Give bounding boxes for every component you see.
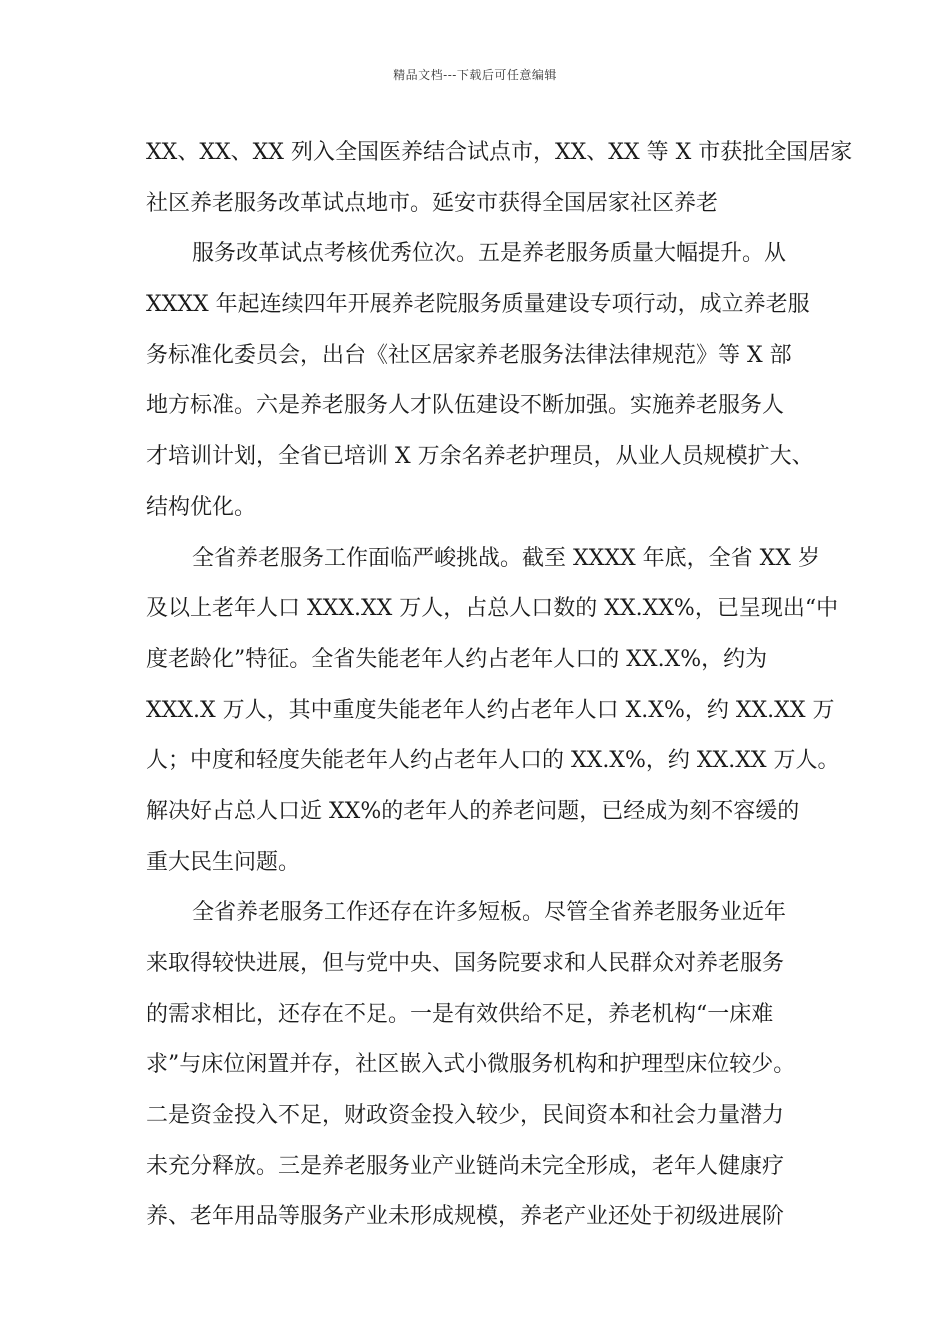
text-line: 解决好占总人口近 XX%的老年人的养老问题，已经成为刻不容缓的 bbox=[146, 798, 800, 824]
text-line: 及以上老年人口 XXX.XX 万人，占总人口数的 XX.XX%，已呈现出“中 bbox=[146, 596, 839, 622]
text-line: 来取得较快进展，但与党中央、国务院要求和人民群众对养老服务 bbox=[146, 951, 785, 976]
text-line: 务标准化委员会，出台《社区居家养老服务法律法律规范》等 X 部 bbox=[146, 342, 792, 368]
text-line: 重大民生问题。 bbox=[146, 849, 301, 875]
text-line: 二是资金投入不足，财政资金投入较少，民间资本和社会力量潜力 bbox=[146, 1103, 785, 1129]
text-line: XXX.X 万人，其中重度失能老年人约占老年人口 X.X%，约 XX.XX 万 bbox=[146, 697, 835, 723]
text-line: 度老龄化”特征。全省失能老年人约占老年人口的 XX.X%，约为 bbox=[146, 646, 768, 672]
text-line: 社区养老服务改革试点地市。延安市获得全国居家社区养老 bbox=[146, 190, 719, 216]
text-line: 人；中度和轻度失能老年人约占老年人口的 XX.X%，约 XX.XX 万人。 bbox=[146, 748, 840, 774]
document-body bbox=[146, 132, 853, 1247]
text-line: 求”与床位闲置并存，社区嵌入式小微服务机构和护理型床位较少。 bbox=[146, 1052, 796, 1078]
text-line: 服务改革试点考核优秀位次。五是养老服务质量大幅提升。从 bbox=[192, 241, 787, 267]
text-line: 未充分释放。三是养老服务业产业链尚未完全形成，老年人健康疗 bbox=[146, 1153, 785, 1179]
page-header: 精品文档---下载后可任意编辑 bbox=[393, 68, 557, 82]
text-line: 结构优化。 bbox=[146, 494, 257, 520]
text-line: 地方标准。六是养老服务人才队伍建设不断加强。实施养老服务人 bbox=[146, 393, 785, 419]
text-line: XX、XX、XX 列入全国医养结合试点市，XX、XX 等 X 市获批全国居家 bbox=[146, 140, 853, 165]
text-line: 的需求相比，还存在不足。一是有效供给不足，养老机构“一床难 bbox=[146, 1001, 774, 1027]
text-line: 全省养老服务工作面临严峻挑战。截至 XXXX 年底，全省 XX 岁 bbox=[192, 545, 820, 571]
text-line: 养、老年用品等服务产业未形成规模，养老产业还处于初级进展阶 bbox=[146, 1204, 785, 1230]
text-line: 才培训计划，全省已培训 X 万余名养老护理员，从业人员规模扩大、 bbox=[146, 444, 814, 470]
text-line: XXXX 年起连续四年开展养老院服务质量建设专项行动，成立养老服 bbox=[146, 292, 810, 318]
text-line: 全省养老服务工作还存在许多短板。尽管全省养老服务业近年 bbox=[192, 900, 787, 926]
